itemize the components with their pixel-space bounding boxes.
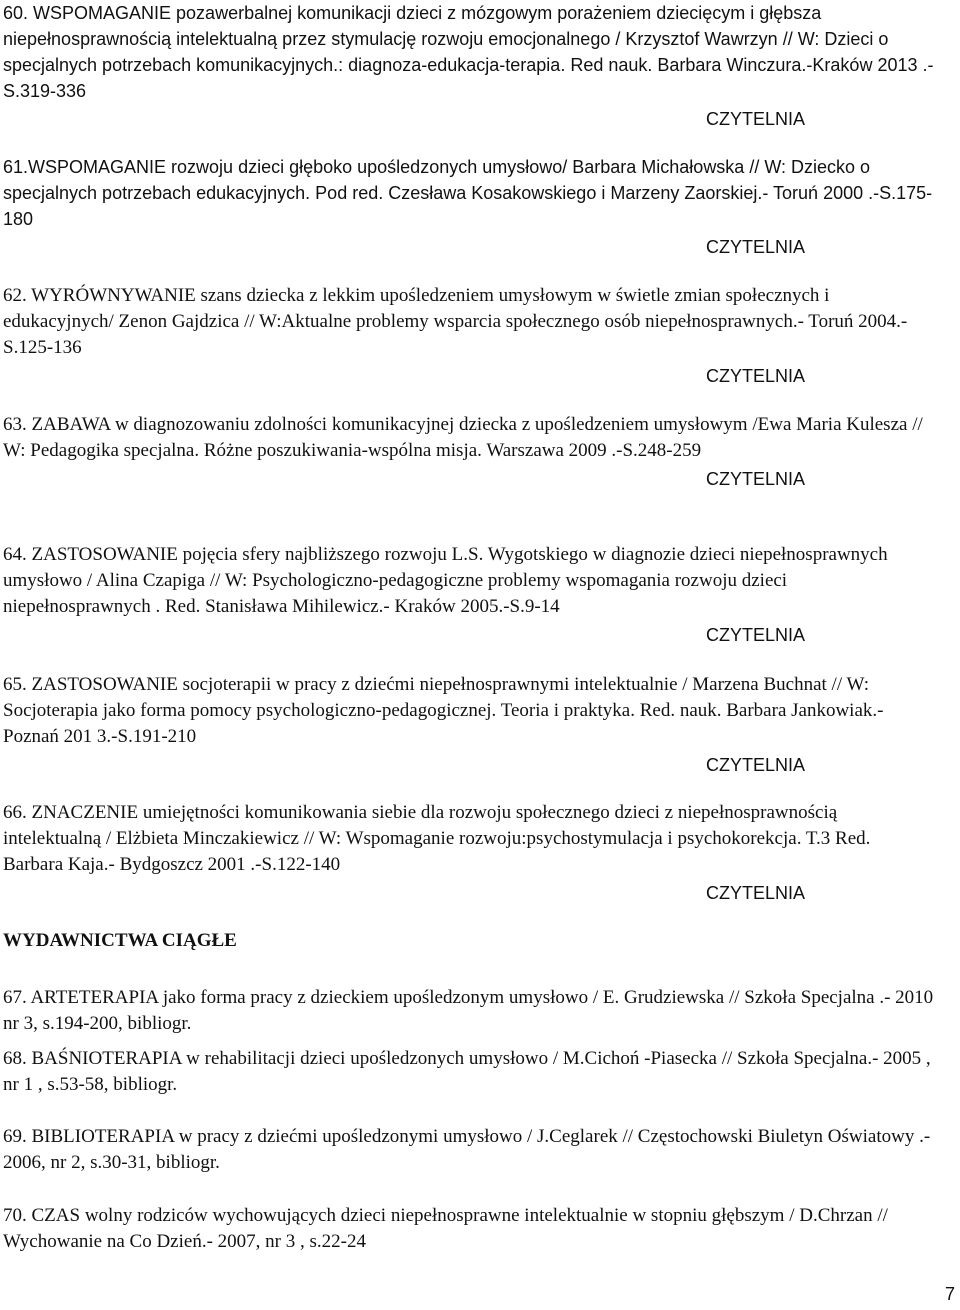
serial-entry-68: [3, 1046, 935, 1098]
location-label: CZYTELNIA: [705, 755, 805, 775]
location-label: CZYTELNIA: [705, 366, 805, 386]
bibliography-entry-63: [3, 412, 935, 492]
serial-entry-69: [3, 1124, 935, 1176]
entry-text: 64. ZASTOSOWANIE pojęcia sfery najbliższego rozwoju L.S. Wygotskiego w diagnozie dzieci niepełnosprawnych umysłowo / Alina Czapiga // W: Psychologiczno-pedagogiczne problemy wspomagania rozwoju dzieci niepełnosprawnych . Red. Stanisława Mihilewicz.- Kraków 2005.-S.9-14: [3, 544, 888, 617]
serial-entry-70: [3, 1203, 935, 1255]
bibliography-entry-65: [3, 672, 935, 778]
bibliography-entry-62: [3, 283, 935, 389]
entry-text: 70. CZAS wolny rodziców wychowujących dzieci niepełnosprawne intelektualnie w stopniu głębszym / D.Chrzan // Wychowanie na Co Dzień.- 2007, nr 3 , s.22-24: [3, 1205, 888, 1252]
serial-entry-67: [3, 985, 935, 1037]
location-label: CZYTELNIA: [705, 237, 805, 257]
bibliography-entry-66: [3, 800, 935, 906]
entry-text: 67. ARTETERAPIA jako forma pracy z dzieckiem upośledzonym umysłowo / E. Grudziewska // Szkoła Specjalna .- 2010 nr 3, s.194-200, bibliogr.: [3, 987, 934, 1034]
entry-text: 65. ZASTOSOWANIE socjoterapii w pracy z dziećmi niepełnosprawnymi intelektualnie / Marzena Buchnat // W: Socjoterapia jako forma pomocy psychologiczno-pedagogicznej. Teoria i praktyka. Red. nauk. Barbara Jankowiak.- Poznań 201 3.-S.191-210: [3, 674, 884, 747]
bibliography-entry-60: [3, 0, 935, 132]
entry-text: 66. ZNACZENIE umiejętności komunikowania siebie dla rozwoju społecznego dzieci z niepełnosprawnością intelektualną / Elżbieta Minczakiewicz // W: Wspomaganie rozwoju:psychostymulacja i psychokorekcja. T.3 Red. Barbara Kaja.- Bydgoszcz 2001 .-S.122-140: [3, 802, 871, 875]
page-number: 7: [944, 1284, 955, 1304]
bibliography-entry-64: [3, 542, 935, 648]
entry-text: 62. WYRÓWNYWANIE szans dziecka z lekkim upośledzeniem umysłowym w świetle zmian społecznych i edukacyjnych/ Zenon Gajdzica // W:Aktualne problemy wsparcia społecznego osób niepełnosprawnych.- Toruń 2004.-S.125-136: [3, 285, 908, 358]
entry-text: 69. BIBLIOTERAPIA w pracy z dziećmi upośledzonymi umysłowo / J.Ceglarek // Częstochowski Biuletyn Oświatowy .- 2006, nr 2, s.30-31, bibliogr.: [3, 1126, 931, 1173]
bibliography-entry-61: [3, 154, 935, 260]
entry-text: 61.WSPOMAGANIE rozwoju dzieci głęboko upośledzonych umysłowo/ Barbara Michałowska // W: Dziecko o specjalnych potrzebach edukacyjnych. Pod red. Czesława Kosakowskiego i Marzeny Zaorskiej.- Toruń 2000 .-S.175-180: [3, 157, 933, 229]
location-label: CZYTELNIA: [705, 469, 805, 489]
entry-text: 60. WSPOMAGANIE pozawerbalnej komunikacji dzieci z mózgowym porażeniem dziecięcym i głębsza niepełnosprawnością intelektualną przez stymulację rozwoju emocjonalnego / Krzysztof Wawrzyn // W: Dzieci o specjalnych potrzebach komunikacyjnych.: diagnoza-edukacja-terapia. Red nauk. Barbara Winczura.-Kraków 2013 .-S.319-336: [3, 3, 934, 101]
entry-text: 63. ZABAWA w diagnozowaniu zdolności komunikacyjnej dziecka z upośledzeniem umysłowym /Ewa Maria Kulesza // W: Pedagogika specjalna. Różne poszukiwania-wspólna misja. Warszawa 2009 .-S.248-259: [3, 414, 923, 461]
section-heading: WYDAWNICTWA CIĄGŁE: [3, 930, 237, 951]
entry-text: 68. BAŚNIOTERAPIA w rehabilitacji dzieci upośledzonych umysłowo / M.Cichoń -Piasecka // Szkoła Specjalna.- 2005 , nr 1 , s.53-58, bibliogr.: [3, 1048, 931, 1095]
location-label: CZYTELNIA: [705, 109, 805, 129]
location-label: CZYTELNIA: [705, 625, 805, 645]
location-label: CZYTELNIA: [705, 883, 805, 903]
